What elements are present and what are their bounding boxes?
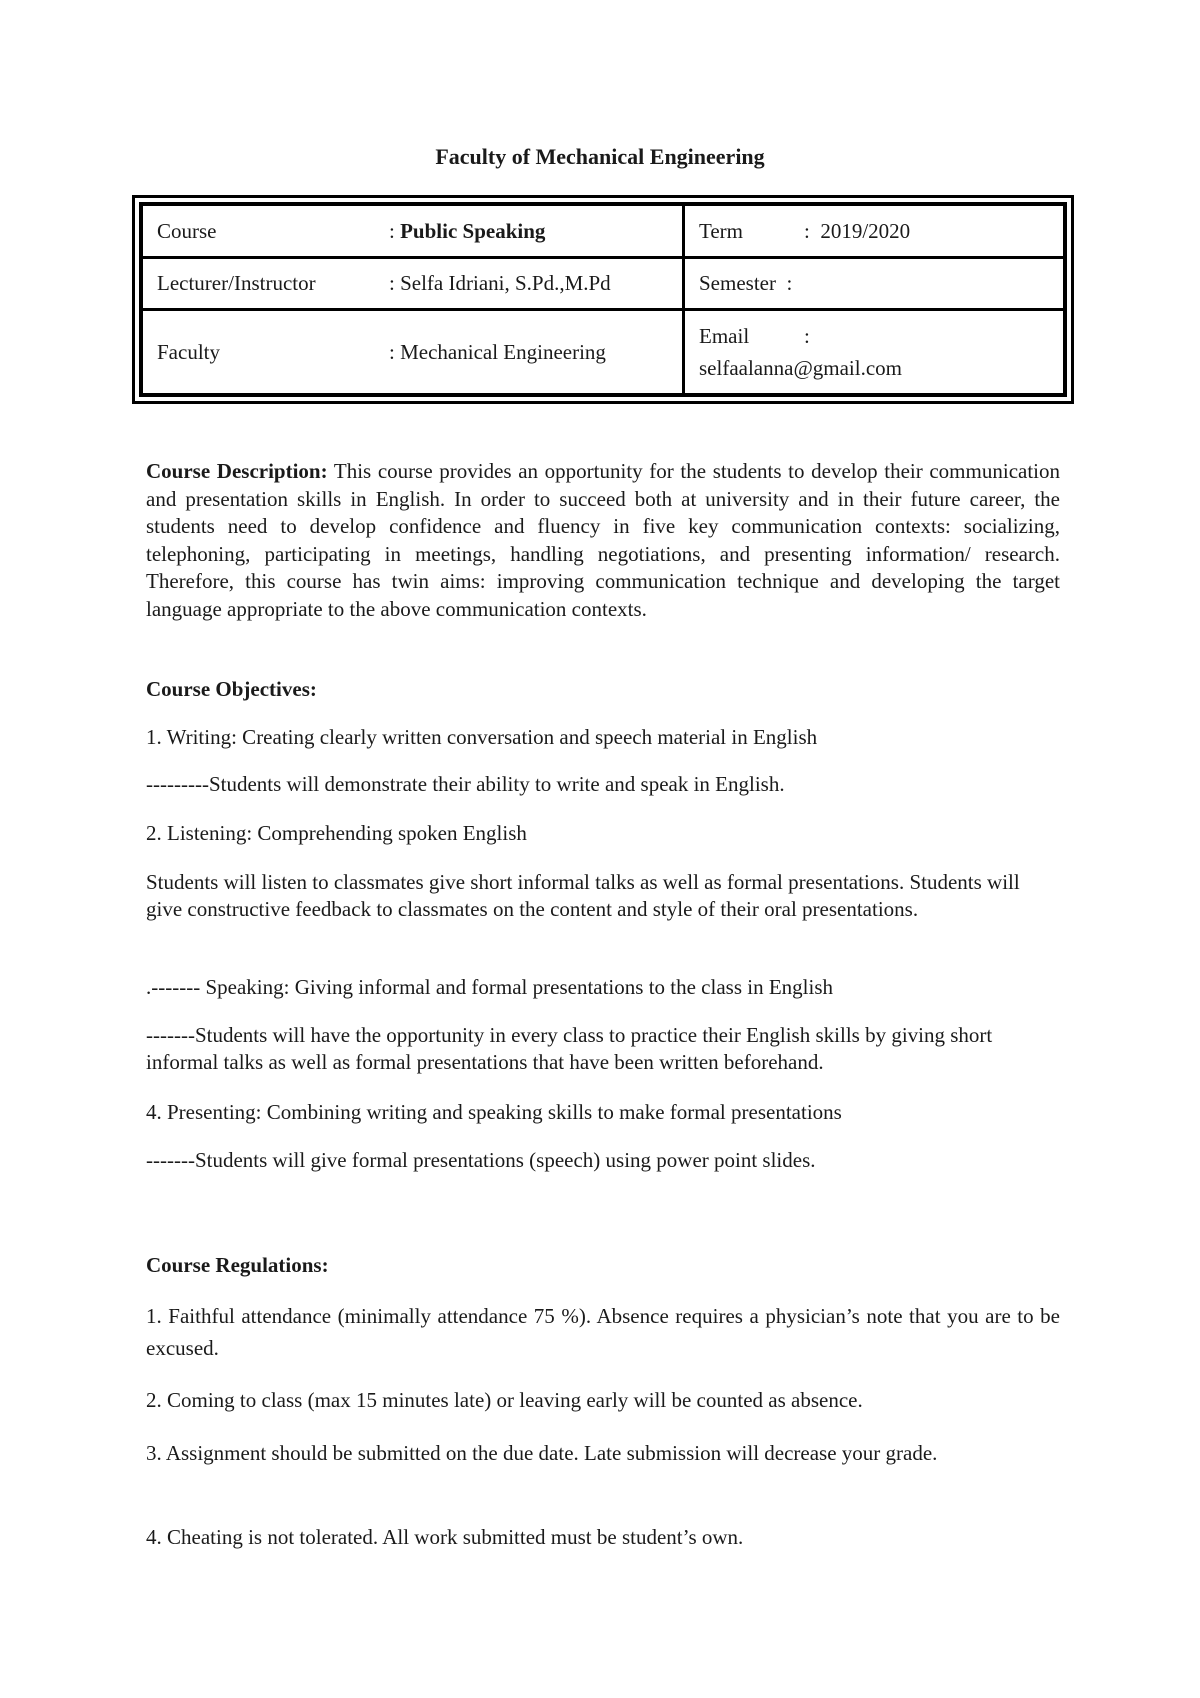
semester-label: Semester	[699, 271, 776, 295]
course-cell: Course : Public Speaking	[143, 206, 685, 259]
faculty-value: Mechanical Engineering	[400, 339, 606, 364]
lecturer-label: Lecturer/Instructor	[157, 271, 316, 295]
regulations-heading: Course Regulations:	[146, 1253, 329, 1277]
objective-item: 1. Writing: Creating clearly written conversation and speech material in English	[146, 725, 818, 749]
term-label: Term	[699, 218, 744, 243]
regulation-item: 2. Coming to class (max 15 minutes late) or leaving early will be counted as absence.	[146, 1388, 863, 1412]
objective-item: 4. Presenting: Combining writing and speaking skills to make formal presentations	[146, 1100, 842, 1124]
page-title: Faculty of Mechanical Engineering	[435, 144, 765, 169]
objectives-heading: Course Objectives:	[146, 677, 317, 701]
lecturer-cell: Lecturer/Instructor : Selfa Idriani, S.Pd.,M.Pd	[143, 259, 685, 311]
course-description	[146, 458, 1060, 624]
semester-cell: Semester :	[685, 259, 1063, 311]
description-text: This course provides an opportunity for the students to develop their communication and presentation skills in English. In order to succeed both at university and in their future career, the students need to develop confidence and fluency in five key communication contexts: socializing, telephoning, participating in meetings, handling negotiations, and presenting information/ research. Therefore, this course has twin aims: improving communication technique and developing the target language appropriate to the above communication contexts.	[146, 459, 1061, 621]
course-value: Public Speaking	[400, 218, 546, 243]
objective-item: 2. Listening: Comprehending spoken English	[146, 821, 527, 845]
email-value: selfaalanna@gmail.com	[699, 356, 903, 380]
faculty-label: Faculty	[157, 339, 220, 364]
term-value: 2019/2020	[820, 218, 911, 243]
email-label: Email	[699, 324, 750, 348]
course-label: Course	[157, 218, 217, 243]
objective-item: -------Students will give formal presentations (speech) using power point slides.	[146, 1148, 816, 1172]
regulation-item: 1. Faithful attendance (minimally attendance 75 %). Absence requires a physician’s note that you are to be excused.	[146, 1304, 1060, 1360]
term-cell: Term : 2019/2020	[685, 206, 1063, 259]
objective-item: .------- Speaking: Giving informal and formal presentations to the class in English	[146, 975, 834, 999]
objective-item: Students will listen to classmates give short informal talks as well as formal presentations. Students will give constructive feedback to classmates on the content and style of their oral presentations.	[146, 870, 1020, 921]
email-cell: Email : selfaalanna@gmail.com	[685, 311, 1063, 393]
faculty-cell: Faculty : Mechanical Engineering	[143, 311, 685, 393]
objective-item: -------Students will have the opportunity in every class to practice their English skills by giving short informal talks as well as formal presentations that have been written beforehand.	[146, 1023, 993, 1074]
regulation-item: 3. Assignment should be submitted on the due date. Late submission will decrease your grade.	[146, 1441, 938, 1465]
course-info-table	[132, 195, 1074, 404]
description-heading: Course Description:	[146, 459, 328, 483]
objective-item: ---------Students will demonstrate their ability to write and speak in English.	[146, 772, 785, 796]
lecturer-value: Selfa Idriani, S.Pd.,M.Pd	[400, 271, 611, 295]
regulation-item: 4. Cheating is not tolerated. All work submitted must be student’s own.	[146, 1525, 744, 1549]
